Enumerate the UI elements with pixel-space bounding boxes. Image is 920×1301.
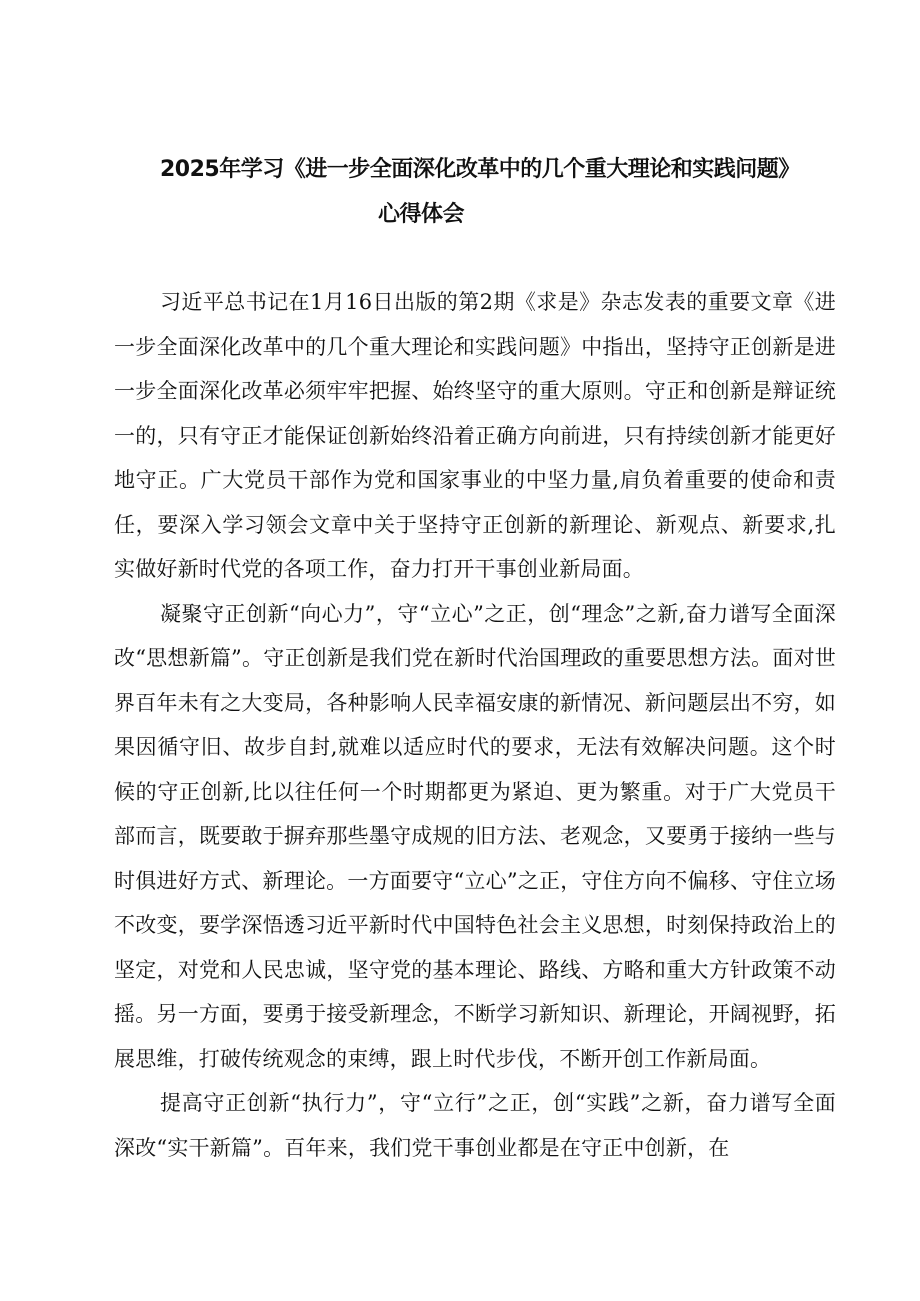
document-body [114, 280, 836, 1170]
document-title-line-2: 心得体会 [378, 202, 465, 227]
document-title-line-1: 2025年学习《进一步全面深化改革中的几个重大理论和实践问题》 [160, 157, 800, 182]
paragraph-2: 凝聚守正创新“向心力”，守“立心”之正，创“理念”之新,奋力谱写全面深改“思想新篇”。守正创新是我们党在新时代治国理政的重要思想方法。面对世界百年未有之大变局，各种影响人民幸福安康的新情况、新问题层出不穷，如果因循守旧、故步自封,就难以适应时代的要求，无法有效解决问题。这个时候的守正创新,比以往任何一个时期都更为紧迫、更为繁重。对于广大党员干部而言，既要敢于摒弃那些墨守成规的旧方法、老观念，又要勇于接纳一些与时俱进好方式、新理论。一方面要守“立心”之正，守住方向不偏移、守住立场不改变，要学深悟透习近平新时代中国特色社会主义思想，时刻保持政治上的坚定，对党和人民忠诚，坚守党的基本理论、路线、方略和重大方针政策不动摇。另一方面，要勇于接受新理念，不断学习新知识、新理论，开阔视野，拓展思维，打破传统观念的束缚，跟上时代步伐，不断开创工作新局面。 [114, 601, 836, 1071]
paragraph-3: 提高守正创新“执行力”，守“立行”之正，创“实践”之新，奋力谱写全面深改“实干新篇”。百年来，我们党干事创业都是在守正中创新，在 [114, 1091, 836, 1160]
paragraph-1: 习近平总书记在1月16日出版的第2期《求是》杂志发表的重要文章《进一步全面深化改革中的几个重大理论和实践问题》中指出，坚持守正创新是进一步全面深化改革必须牢牢把握、始终坚守的重大原则。守正和创新是辩证统一的，只有守正才能保证创新始终沿着正确方向前进，只有持续创新才能更好地守正。广大党员干部作为党和国家事业的中坚力量,肩负着重要的使命和责任，要深入学习领会文章中关于坚持守正创新的新理论、新观点、新要求,扎实做好新时代党的各项工作，奋力打开干事创业新局面。 [114, 290, 836, 581]
